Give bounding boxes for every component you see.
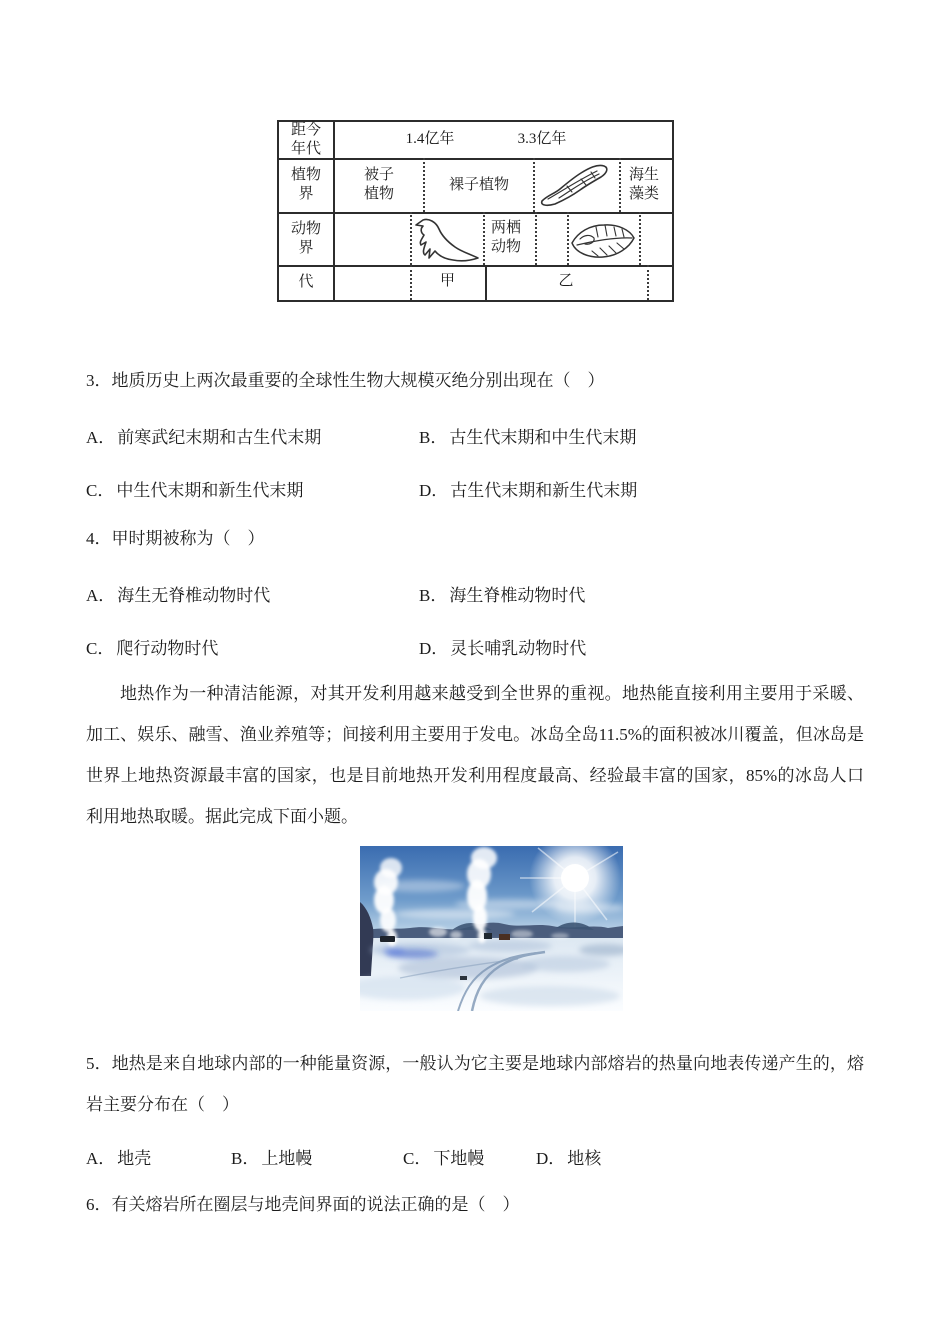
- question-4-option-c: C． 爬行动物时代: [86, 639, 219, 658]
- table-row-divider: [279, 212, 672, 214]
- cell-marine-algae: 海生藻类: [628, 167, 659, 202]
- question-3-option-d: D． 古生代末期和新生代末期: [419, 481, 638, 500]
- question-5-stem: [86, 1043, 864, 1125]
- question-4-stem: [86, 528, 906, 550]
- year-label-1: 1.4亿年: [405, 131, 455, 147]
- table-row-divider: [279, 265, 672, 267]
- dotted-divider: [533, 158, 535, 212]
- question-3-text: 地质历史上两次最重要的全球性生物大规模灭绝分别出现在（ ）: [111, 371, 605, 390]
- table-header-era: 代: [298, 274, 314, 290]
- question-3-stem: [86, 370, 906, 392]
- question-4-options-row-1: [0, 581, 950, 605]
- year-label-2: 3.3亿年: [517, 131, 567, 147]
- dotted-divider: [619, 158, 621, 212]
- dotted-divider: [483, 212, 485, 265]
- question-3-option-b: B． 古生代末期和中生代末期: [419, 428, 637, 447]
- question-3-option-c: C． 中生代末期和新生代末期: [86, 481, 304, 500]
- dinosaur-sketch-icon: [412, 215, 482, 264]
- question-6-stem: [86, 1194, 906, 1216]
- question-6-number: 6．: [86, 1195, 112, 1214]
- question-5-options-row: [0, 1144, 950, 1168]
- question-5-option-b: B． 上地幔: [231, 1149, 313, 1168]
- cell-gymnosperm: 裸子植物: [448, 177, 509, 193]
- table-row-divider: [279, 158, 672, 160]
- question-3-number: 3．: [86, 371, 112, 390]
- iceland-geothermal-photo: [360, 846, 623, 1011]
- question-3-options-row-1: [0, 423, 950, 447]
- question-4-text: 甲时期被称为（ ）: [111, 529, 265, 548]
- question-3-option-a: A． 前寒武纪末期和古生代末期: [86, 428, 322, 447]
- question-4-options-row-2: [0, 634, 950, 658]
- question-4-number: 4．: [86, 529, 112, 548]
- dotted-divider: [647, 265, 649, 300]
- question-5-text: 地热是来自地球内部的一种能量资源，一般认为它主要是地球内部熔岩的热量向地表传递产生的，熔岩主要分布在（ ）: [86, 1054, 865, 1114]
- table-header-plants: 植物界: [290, 167, 321, 202]
- dotted-divider: [535, 212, 537, 265]
- dotted-divider: [567, 212, 569, 265]
- cell-amphibian: 两栖动物: [490, 220, 521, 255]
- cell-angiosperm: 被子植物: [363, 167, 394, 202]
- question-5-option-c: C． 下地幔: [403, 1149, 485, 1168]
- question-4-option-d: D． 灵长哺乳动物时代: [419, 639, 587, 658]
- question-5-option-a: A． 地壳: [86, 1149, 152, 1168]
- table-header-divider: [333, 122, 335, 300]
- question-6-text: 有关熔岩所在圈层与地壳间界面的说法正确的是（ ）: [111, 1195, 520, 1214]
- question-5-option-d: D． 地核: [536, 1149, 602, 1168]
- geothermal-passage: 地热作为一种清洁能源，对其开发利用越来越受到全世界的重视。地热能直接利用主要用于采暖、加工、娱乐、融雪、渔业养殖等；间接利用主要用于发电。冰岛全岛11.5%的面积被冰川覆盖，但冰岛是世界上地热资源最丰富的国家，也是目前地热开发利用程度最高、经验最丰富的国家，85%的冰岛人口利用地热取暖。据此完成下面小题。: [86, 684, 864, 826]
- question-4-option-a: A． 海生无脊椎动物时代: [86, 586, 271, 605]
- geologic-era-table: [277, 120, 674, 302]
- question-3-options-row-2: [0, 476, 950, 500]
- table-header-animals: 动物界: [290, 220, 321, 256]
- cell-era-yi: 乙: [558, 273, 574, 289]
- trilobite-sketch-icon: [570, 221, 636, 261]
- dotted-divider: [423, 158, 425, 212]
- question-4-option-b: B． 海生脊椎动物时代: [419, 586, 586, 605]
- dotted-divider: [639, 212, 641, 265]
- question-5-number: 5．: [86, 1054, 112, 1073]
- cell-era-jia: 甲: [439, 273, 455, 289]
- table-header-years: 距今年代: [290, 122, 321, 157]
- seaweed-sketch-icon: [537, 162, 613, 208]
